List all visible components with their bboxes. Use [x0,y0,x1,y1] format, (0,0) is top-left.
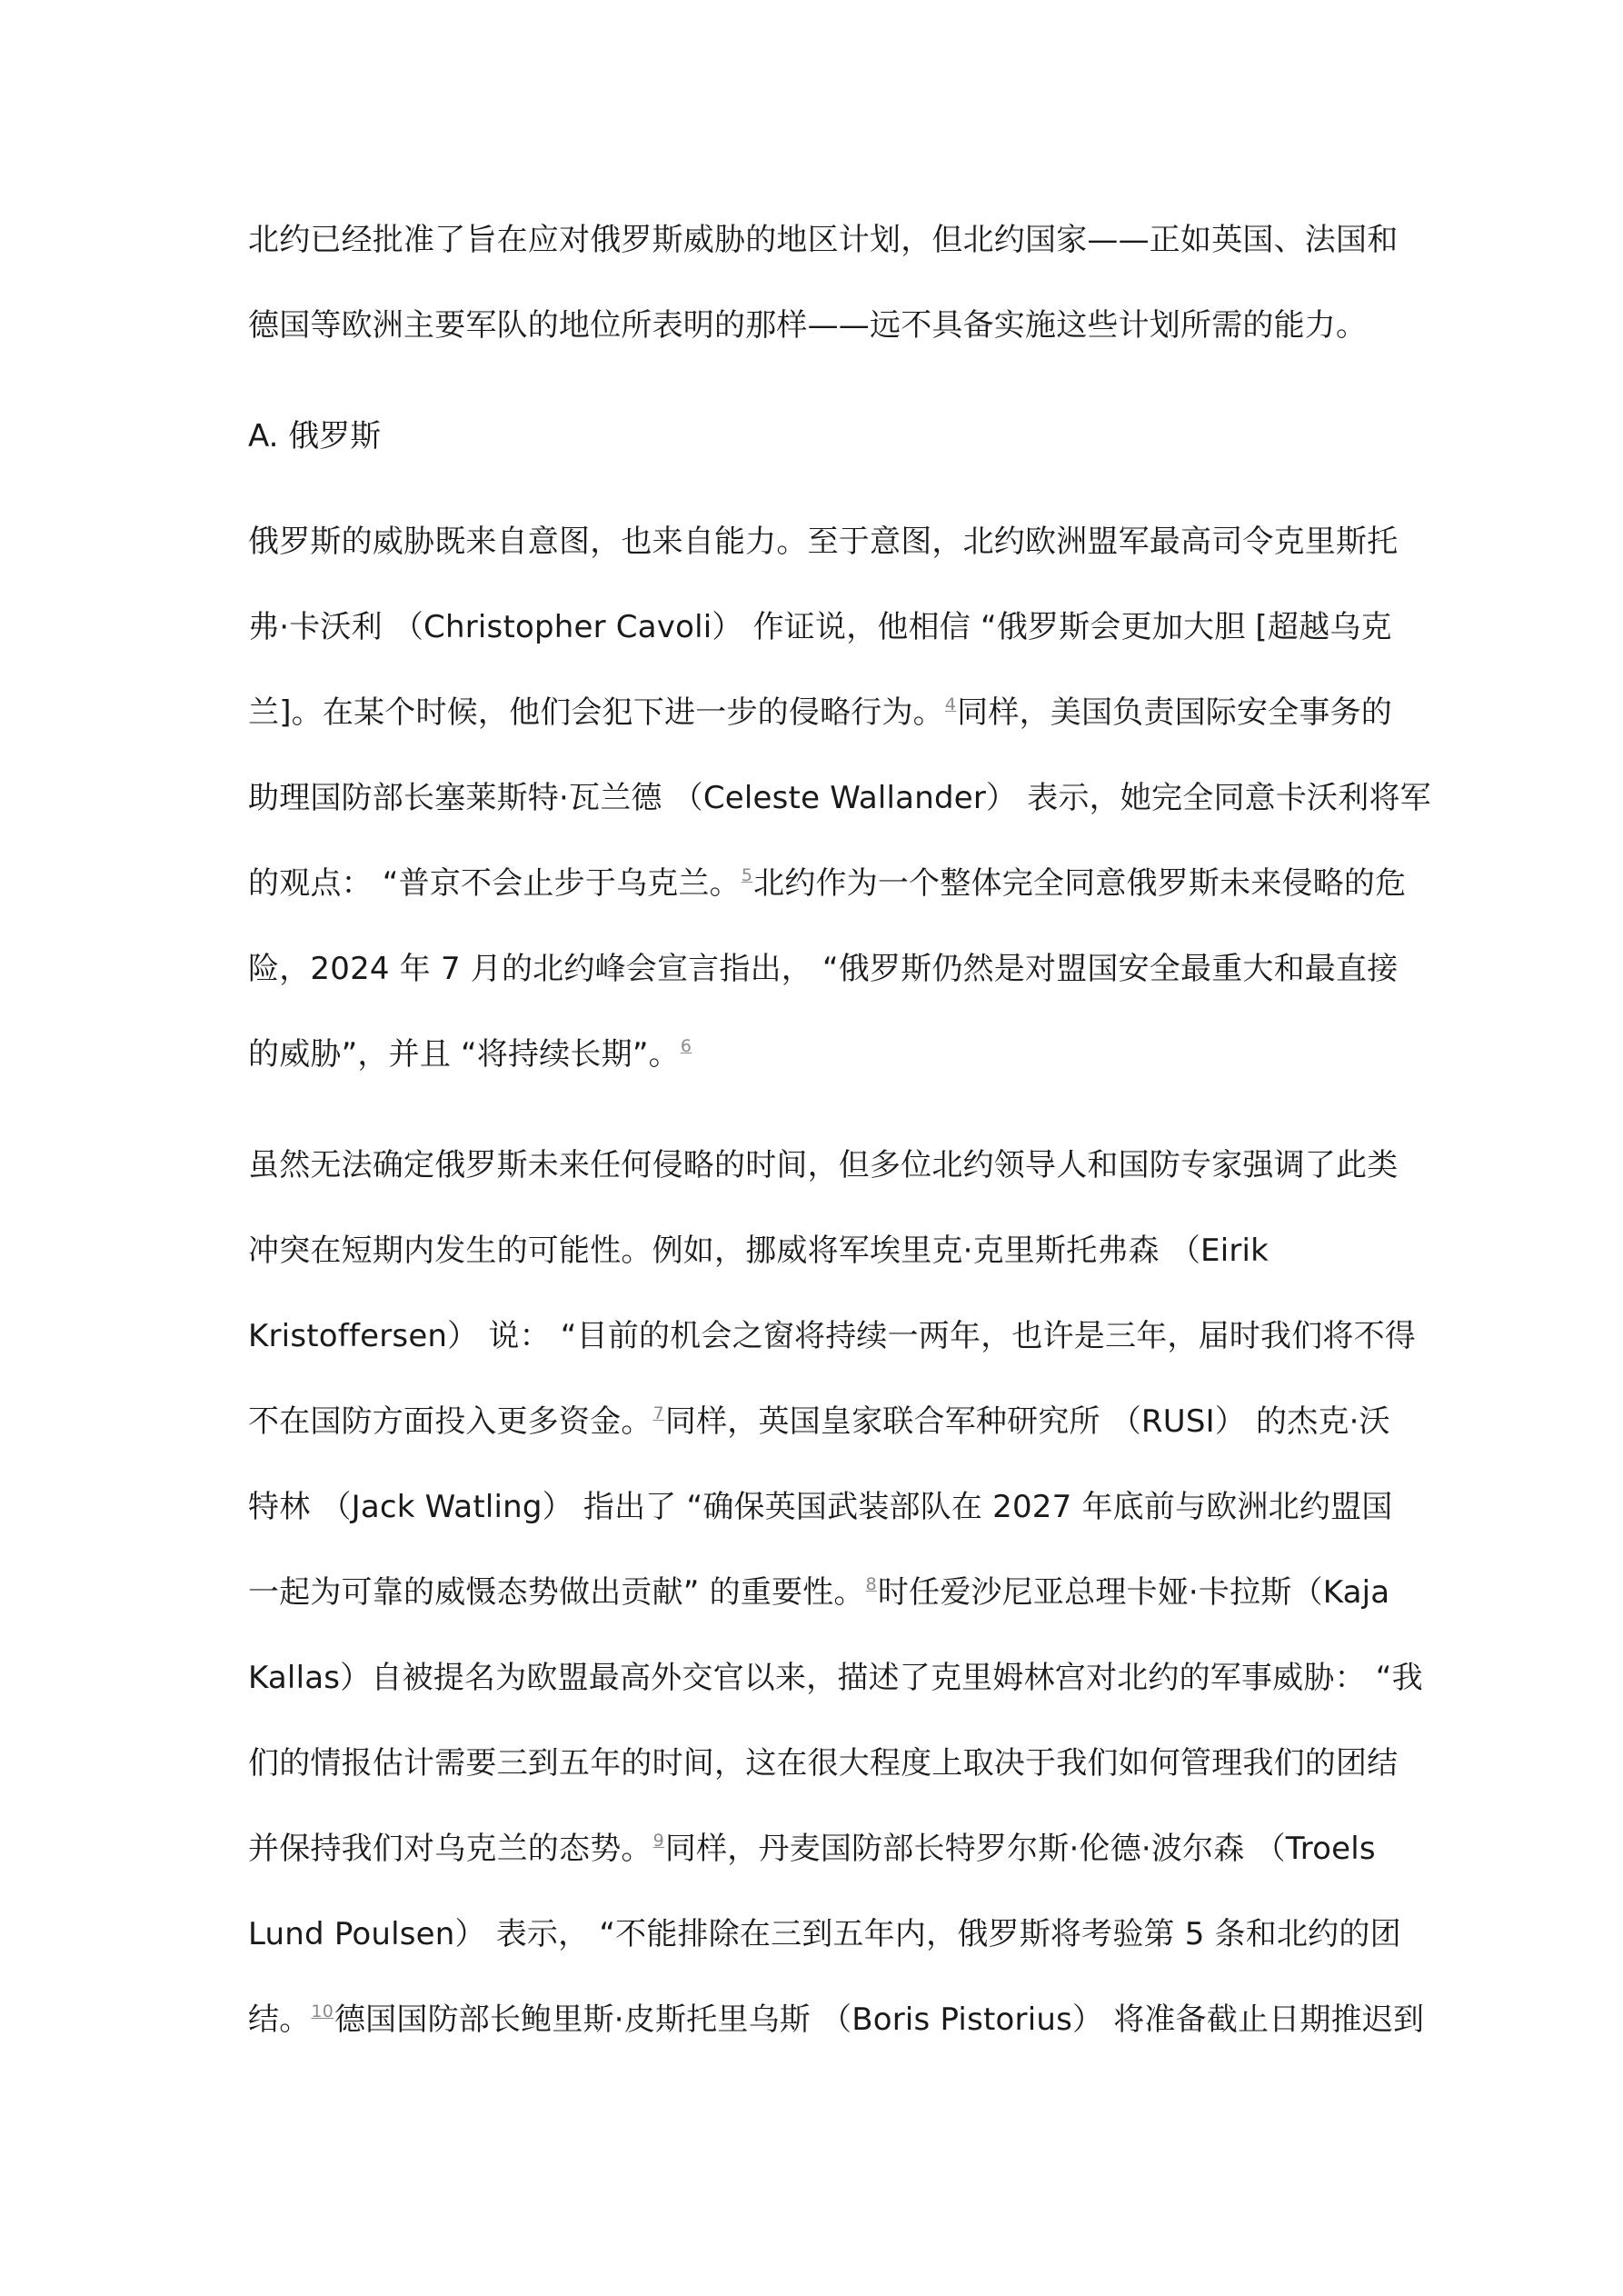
footnote-ref-6[interactable]: 6 [680,1036,692,1056]
para1-line-2: 弗·卡沃利 （Christopher Cavoli） 作证说，他相信 “俄罗斯会更加大胆 [超越乌克 [248,609,1392,645]
para2-line-4-text-b: 同样，英国皇家联合军种研究所 （RUSI） 的杰克·沃 [664,1403,1390,1440]
intro-line-2: 德国等欧洲主要军队的地位所表明的那样——远不具备实施这些计划所需的能力。 [248,307,1368,344]
para2-line-6-text-a: 一起为可靠的威慑态势做出贡献” 的重要性。 [248,1574,865,1611]
para2-line-7: Kallas）自被提名为欧盟最高外交官以来，描述了克里姆林宫对北约的军事威胁： “我 [248,1660,1423,1696]
para1-line-7 [248,1034,692,1074]
footnote-ref-4[interactable]: 4 [944,694,957,714]
para2-line-4-text-a: 不在国防方面投入更多资金。 [248,1403,652,1440]
para2-line-8: 们的情报估计需要三到五年的时间，这在很大程度上取决于我们如何管理我们的团结 [248,1745,1399,1782]
para2-line-9 [248,1829,1376,1869]
para2-line-1: 虽然无法确定俄罗斯未来任何侵略的时间，但多位北约领导人和国防专家强调了此类 [248,1147,1399,1183]
para1-line-5-text-a: 的观点： “普京不会止步于乌克兰。 [248,865,741,902]
para2-line-5: 特林 （Jack Watling） 指出了 “确保英国武装部队在 2027 年底前与欧洲北约盟国 [248,1489,1393,1525]
para1-line-3-text-a: 兰]。在某个时候，他们会犯下进一步的侵略行为。 [248,694,944,731]
footnote-ref-9[interactable]: 9 [652,1831,664,1851]
para2-line-6-text-b: 时任爱沙尼亚总理卡娅·卡拉斯（Kaja [877,1574,1390,1611]
para2-line-3: Kristoffersen） 说： “目前的机会之窗将持续一两年，也许是三年，届时我们将不得 [248,1318,1417,1354]
footnote-ref-10[interactable]: 10 [311,2002,334,2021]
footnote-ref-7[interactable]: 7 [652,1403,664,1423]
para2-line-9-text-b: 同样，丹麦国防部长特罗尔斯·伦德·波尔森 （Troels [664,1831,1376,1867]
para1-line-5 [248,863,1406,903]
para2-line-9-text-a: 并保持我们对乌克兰的态势。 [248,1831,652,1867]
para1-line-3-text-b: 同样，美国负责国际安全事务的 [957,694,1392,731]
para1-line-6: 险，2024 年 7 月的北约峰会宣言指出， “俄罗斯仍然是对盟国安全最重大和最直接 [248,951,1399,987]
para2-line-6 [248,1572,1389,1612]
para2-line-11 [248,2000,1424,2040]
para2-line-2: 冲突在短期内发生的可能性。例如，挪威将军埃里克·克里斯托弗森 （Eirik [248,1233,1270,1269]
section-heading: A. 俄罗斯 [248,418,382,454]
para1-line-4: 助理国防部长塞莱斯特·瓦兰德 （Celeste Wallander） 表示，她完全同意卡沃利将军 [248,780,1431,816]
intro-line-1: 北约已经批准了旨在应对俄罗斯威胁的地区计划，但北约国家——正如英国、法国和 [248,222,1399,258]
para1-line-5-text-b: 北约作为一个整体完全同意俄罗斯未来侵略的危 [753,865,1407,902]
para2-line-11-text-b: 德国国防部长鲍里斯·皮斯托里乌斯 （Boris Pistorius） 将准备截止日期推迟到 [334,2002,1425,2038]
para2-line-10: Lund Poulsen） 表示， “不能排除在三到五年内，俄罗斯将考验第 5 条和北约的团 [248,1916,1401,1952]
para1-line-1: 俄罗斯的威胁既来自意图，也来自能力。至于意图，北约欧洲盟军最高司令克里斯托 [248,524,1399,560]
para1-line-3 [248,693,1392,733]
footnote-ref-8[interactable]: 8 [865,1574,877,1594]
para1-line-7-text-a: 的威胁”，并且 “将持续长期”。 [248,1036,680,1073]
para2-line-11-text-a: 结。 [248,2002,311,2038]
para2-line-4 [248,1402,1390,1442]
footnote-ref-5[interactable]: 5 [741,865,753,885]
